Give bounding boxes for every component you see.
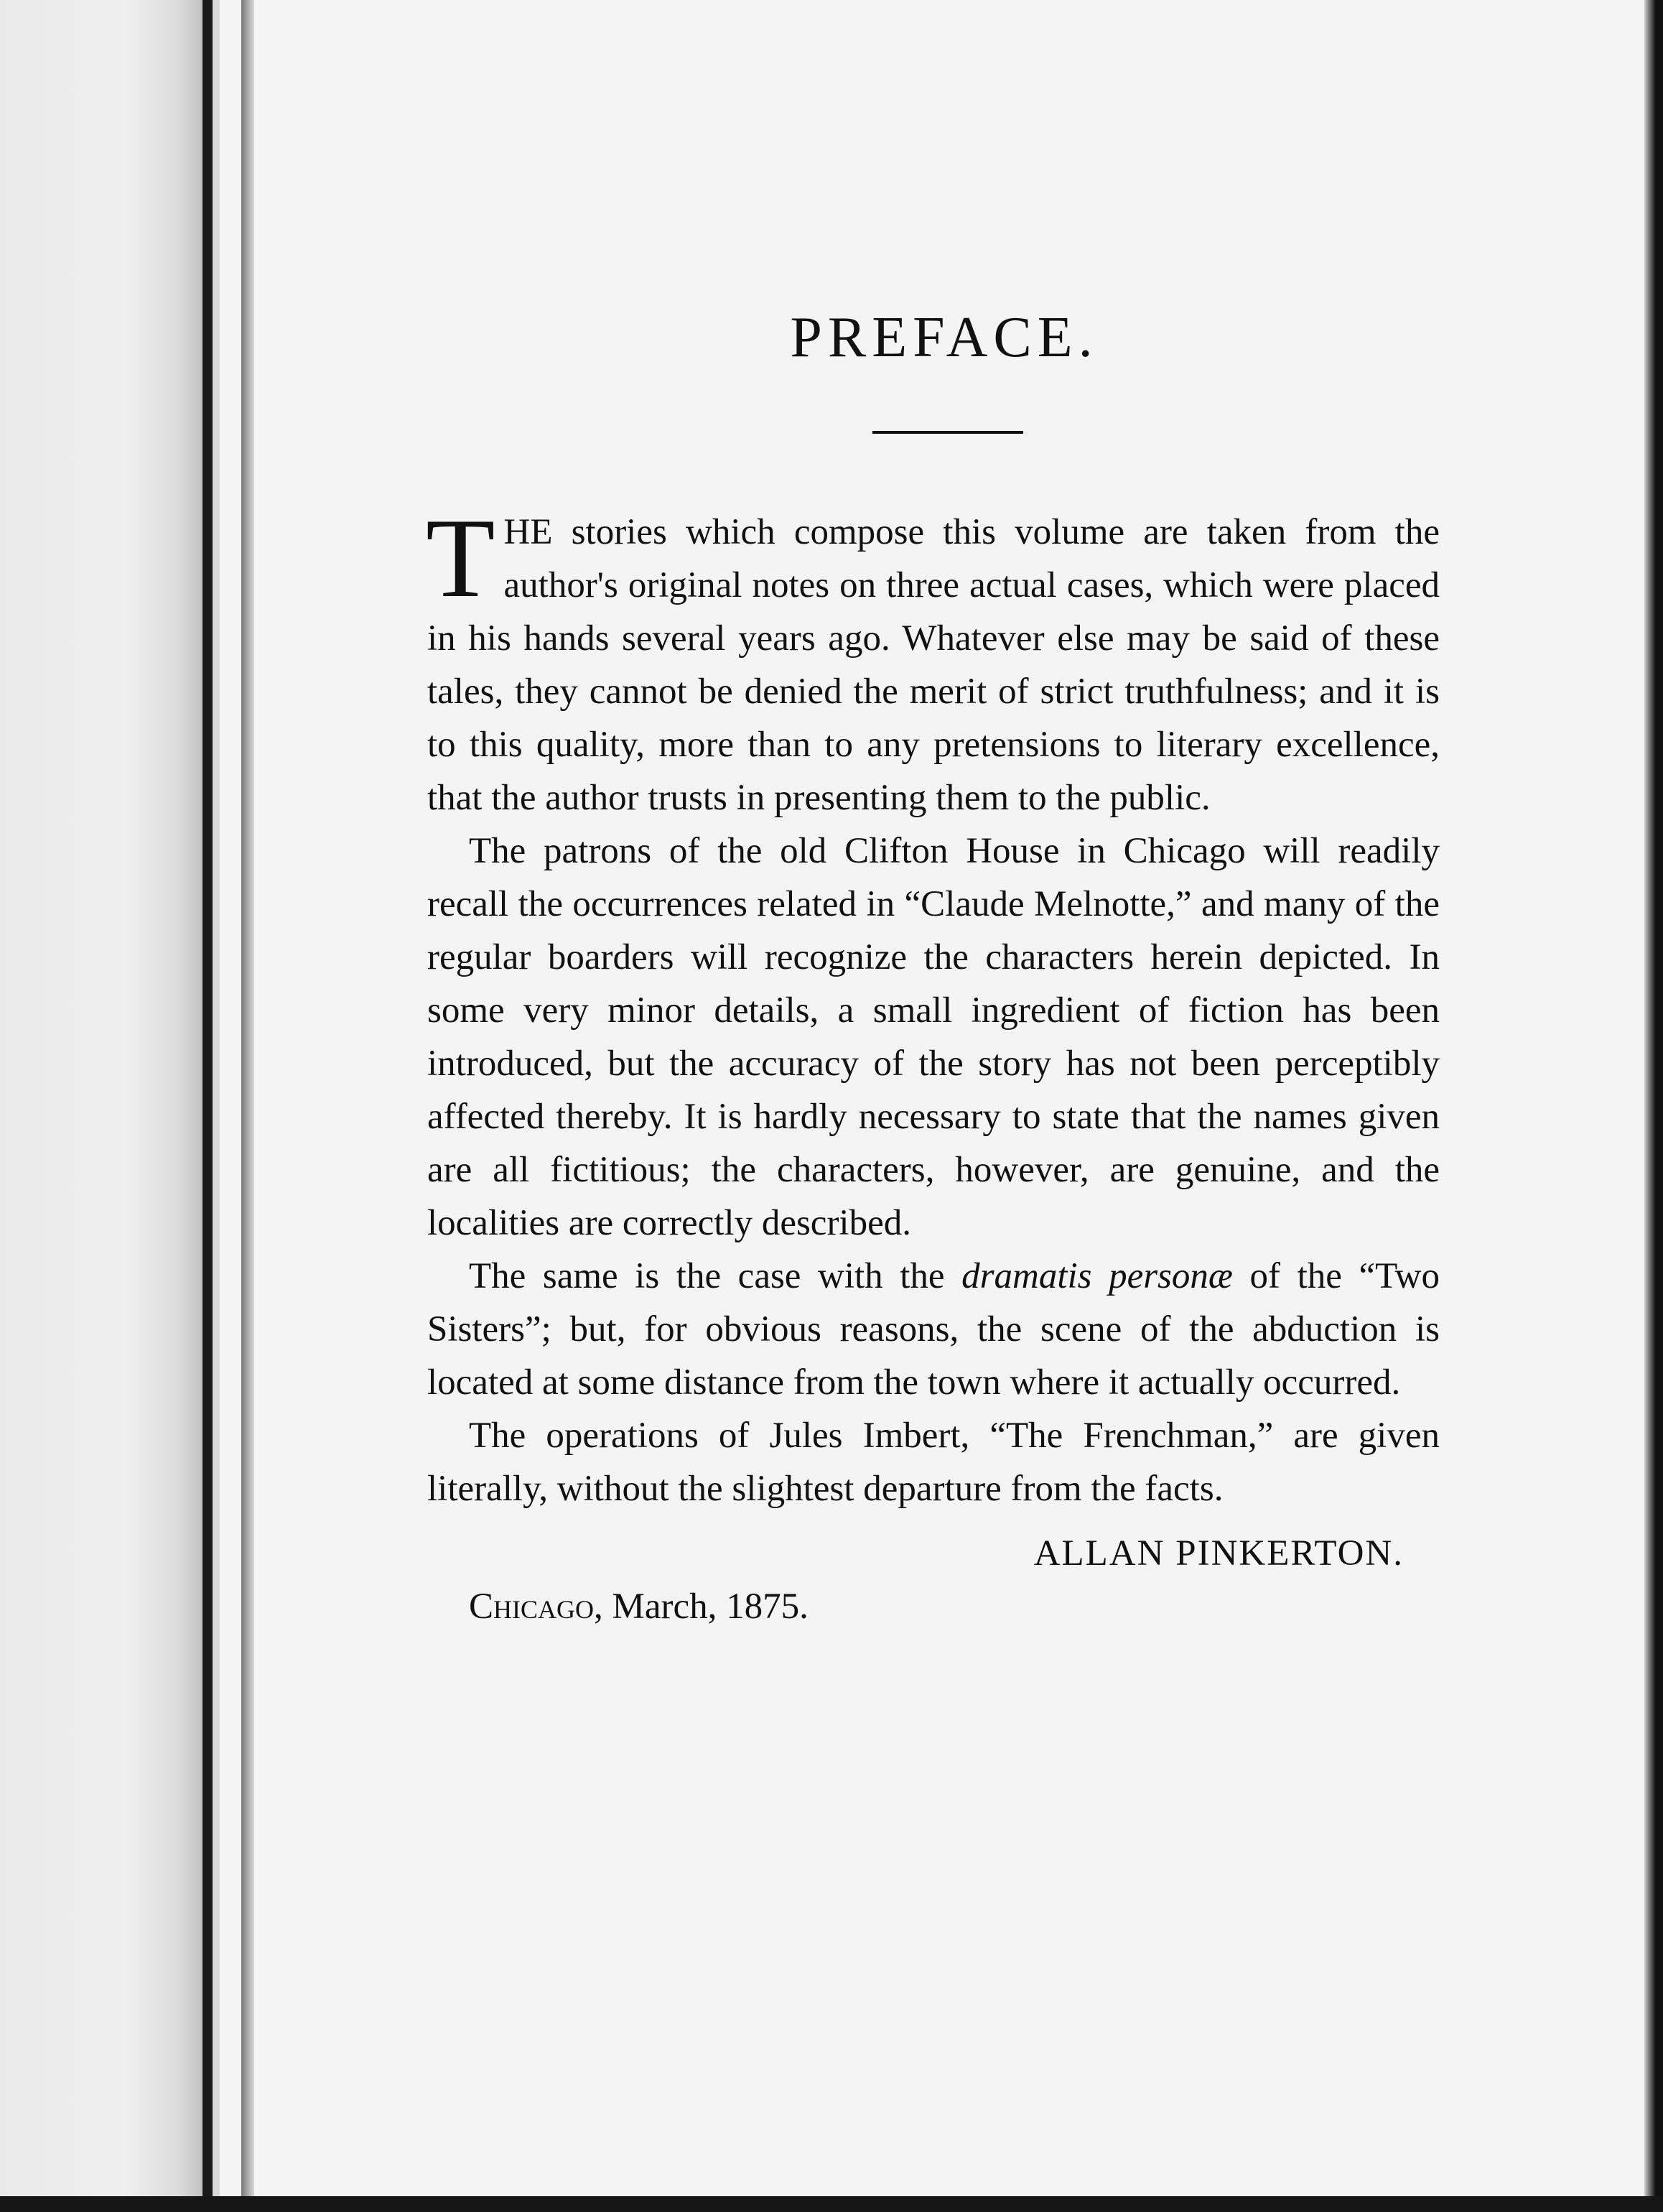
paragraph-1-text: HE stories which compose this volume are taken from the author's original notes on three actual cases, which were placed in his hands several years ago. Whatever else may be said of these tales, they cannot be denied the merit of strict truthfulness; and it is to this quality, more than to any pretensions to literary excellence, that the author trusts in presenting them to the public. xyxy=(427,512,1440,818)
title-rule xyxy=(872,431,1023,434)
author-signature: ALLAN PINKERTON. xyxy=(1033,1533,1404,1574)
drop-cap: T xyxy=(426,496,495,621)
paragraph-2: The patrons of the old Clifton House in Chicago will readily recall the occurrences related in “Claude Melnotte,” and many of the regular boarders will recognize the characters herein depicted. In some very minor details, a small ingredient of fiction has been introduced, but the accuracy of the story has not been perceptibly affected thereby. It is hardly necessary to state that the names given are all fictitious; the characters, however, are genuine, and the localities are correctly described. xyxy=(427,831,1440,1243)
bottom-page-edge xyxy=(0,2196,1663,2212)
paragraph-4: The operations of Jules Imbert, “The Frenchman,” are given literally, without the slightest departure from the facts. xyxy=(427,1416,1440,1509)
dateline xyxy=(427,1580,1440,1633)
paragraph-1 xyxy=(426,496,1440,824)
left-page-edge xyxy=(0,0,208,2212)
paragraph-3 xyxy=(427,1250,1440,1409)
page-title: PREFACE. xyxy=(790,306,1099,369)
spine-gradient xyxy=(241,0,254,2212)
right-page-edge xyxy=(1644,0,1663,2212)
dateline-city: Chicago xyxy=(469,1586,595,1627)
paragraph-3-text-after: of the “Two Sisters”; but, for obvious reasons, the scene of the abduction is located at some distance from the town where it actually occurred. xyxy=(427,1256,1440,1403)
spine-highlight xyxy=(213,0,220,2212)
paragraph-3-italic: dramatis personæ xyxy=(961,1256,1233,1296)
spine-shadow xyxy=(202,0,213,2212)
preface-body xyxy=(426,496,1440,1515)
preface-page xyxy=(427,302,1440,1633)
paragraph-3-text-before: The same is the case with the xyxy=(469,1256,962,1296)
dateline-date: , March, 1875. xyxy=(594,1586,809,1627)
